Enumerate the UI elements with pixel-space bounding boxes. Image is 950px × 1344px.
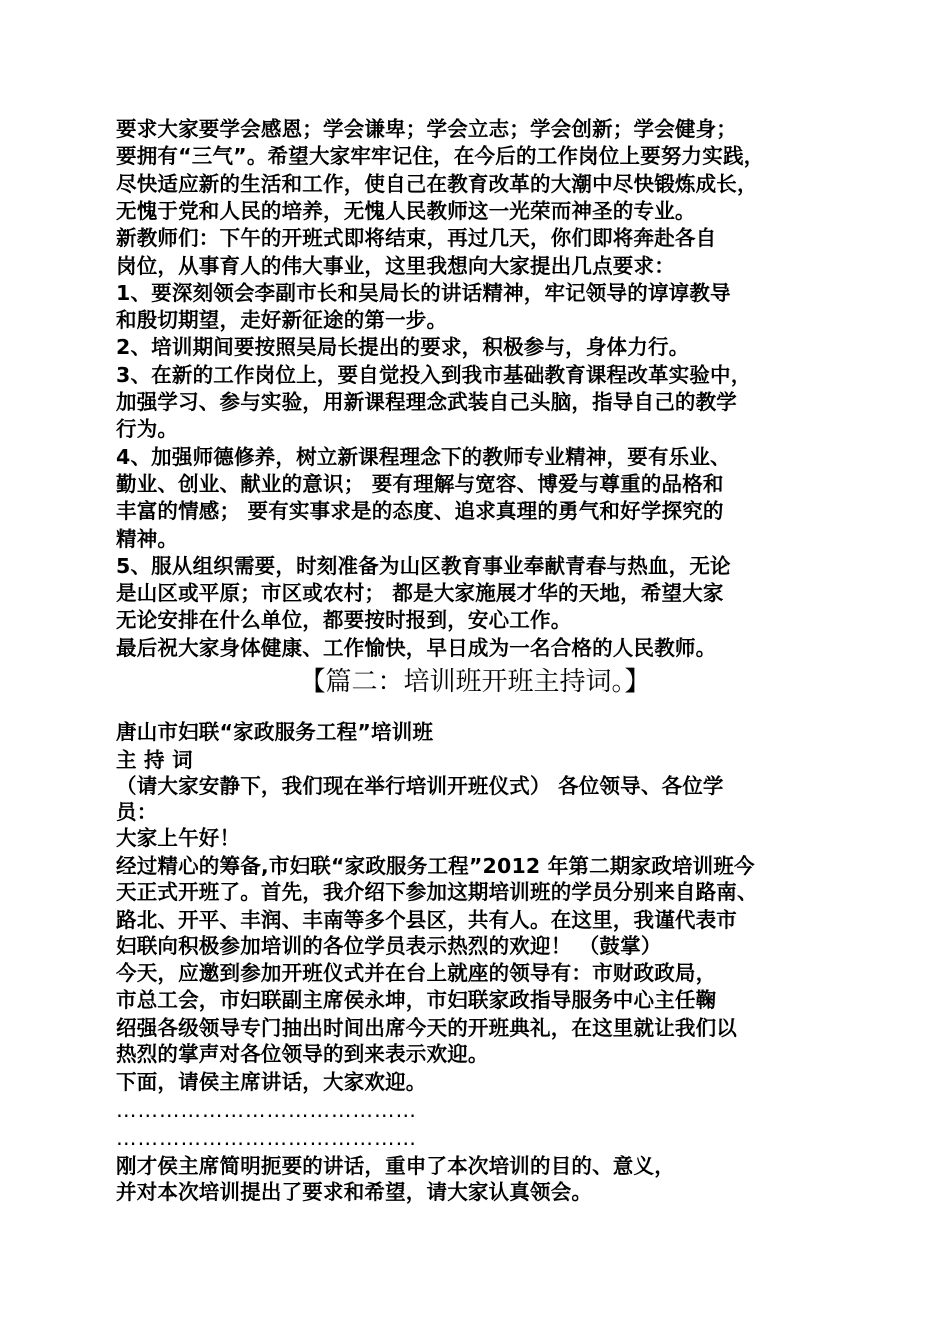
text-line: 大家上午好！ xyxy=(116,826,241,850)
text-line: 新教师们：下午的开班式即将结束，再过几天，你们即将奔赴各自 xyxy=(116,226,717,251)
text-line: 员： xyxy=(116,800,158,824)
text-line: 和殷切期望，走好新征途的第一步。 xyxy=(116,308,448,333)
text-line: 绍强各级领导专门抽出时间出席今天的开班典礼，在这里就让我们以 xyxy=(116,1016,737,1040)
text-line: 无愧于党和人民的培养，无愧人民教师这一光荣而神圣的专业。 xyxy=(116,198,696,223)
text-line: 最后祝大家身体健康、工作愉快，早日成为一名合格的人民教师。 xyxy=(116,635,717,660)
text-line: 3、在新的工作岗位上，要自觉投入到我市基础教育课程改革实验中， xyxy=(116,362,752,387)
text-line: 无论安排在什么单位，都要按时报到，安心工作。 xyxy=(116,608,572,633)
text-line: 精神。 xyxy=(116,526,179,551)
section-heading: 【篇二：培训班开班主持词。】 xyxy=(299,667,651,697)
text-line: 市总工会，市妇联副主席侯永坤，市妇联家政指导服务中心主任鞠 xyxy=(116,988,717,1012)
text-line: 行为。 xyxy=(116,417,179,442)
text-line: 加强学习、参与实验，用新课程理念武装自己头脑，指导自己的教学 xyxy=(116,390,737,414)
text-line: 路北、开平、丰润、丰南等多个县区，共有人。在这里，我谨代表市 xyxy=(116,908,737,932)
text-line: 尽快适应新的生活和工作，使自己在教育改革的大潮中尽快锻炼成长， xyxy=(116,171,758,196)
text-line: …………………………………… xyxy=(116,1126,417,1150)
text-line: 妇联向积极参加培训的各位学员表示热烈的欢迎！ （鼓掌） xyxy=(116,934,662,958)
text-line: 今天，应邀到参加开班仪式并在台上就座的领导有：市财政政局， xyxy=(116,961,717,985)
text-line: 热烈的掌声对各位领导的到来表示欢迎。 xyxy=(116,1042,489,1066)
text-line: 5、服从组织需要，时刻准备为山区教育事业奉献青春与热血，无论 xyxy=(116,553,731,578)
text-line: 下面，请侯主席讲话，大家欢迎。 xyxy=(116,1070,427,1094)
text-line: 唐山市妇联“家政服务工程”培训班 xyxy=(116,720,434,744)
text-line: 是山区或平原；市区或农村； 都是大家施展才华的天地，希望大家 xyxy=(116,581,724,606)
text-line: 勤业、创业、献业的意识； 要有理解与宽容、博爱与尊重的品格和 xyxy=(116,471,724,496)
text-line: 刚才侯主席简明扼要的讲话，重申了本次培训的目的、意义， xyxy=(116,1154,675,1178)
text-line: …………………………………… xyxy=(116,1098,417,1122)
text-line: 丰富的情感； 要有实事求是的态度、追求真理的勇气和好学探究的 xyxy=(116,499,724,524)
text-line: 并对本次培训提出了要求和希望，请大家认真领会。 xyxy=(116,1180,593,1204)
text-line: 经过精心的筹备,市妇联“家政服务工程”2012 年第二期家政培训班今 xyxy=(116,854,755,878)
text-line: 岗位，从事育人的伟大事业，这里我想向大家提出几点要求： xyxy=(116,253,675,278)
text-line: 4、加强师德修养，树立新课程理念下的教师专业精神，要有乐业、 xyxy=(116,444,731,469)
text-line: 2、培训期间要按照吴局长提出的要求，积极参与，身体力行。 xyxy=(116,335,690,360)
text-line: 要拥有“三气”。希望大家牢牢记住，在今后的工作岗位上要努力实践， xyxy=(116,144,765,169)
text-line: 1、要深刻领会李副市长和吴局长的讲话精神，牢记领导的谆谆教导 xyxy=(116,280,731,305)
text-line: 天正式开班了。首先，我介绍下参加这期培训班的学员分别来自路南、 xyxy=(116,880,758,904)
text-line: 主 持 词 xyxy=(116,748,193,772)
text-line: 要求大家要学会感恩；学会谦卑；学会立志；学会创新；学会健身； xyxy=(116,117,737,141)
text-line: （请大家安静下，我们现在举行培训开班仪式） 各位领导、各位学 xyxy=(116,774,724,798)
